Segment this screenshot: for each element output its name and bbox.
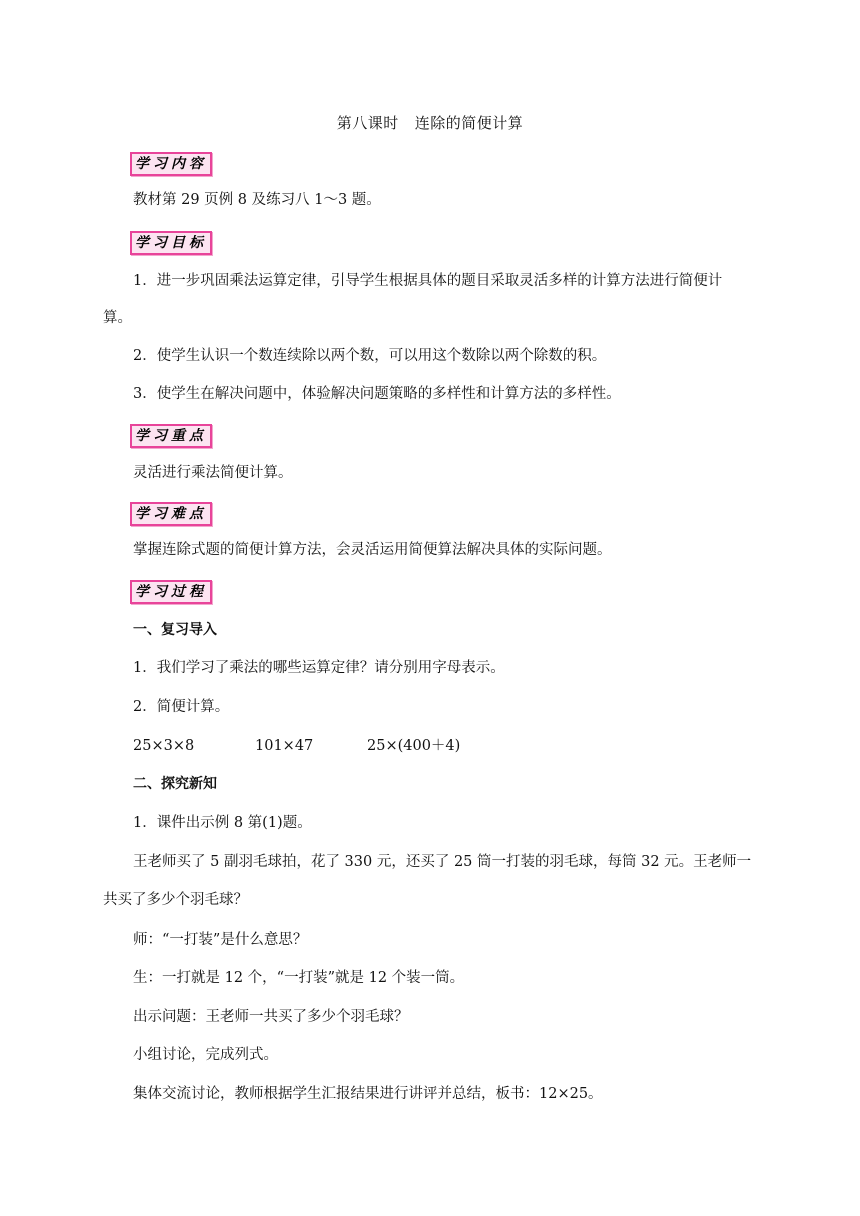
expression-3: 25×(400＋4) <box>367 738 461 754</box>
section-tag-difficulties: 学习难点 <box>130 502 212 526</box>
section-tag-objectives: 学习目标 <box>130 231 212 255</box>
difficulties-text: 掌握连除式题的简便计算方法，会灵活运用简便算法解决具体的实际问题。 <box>133 542 612 558</box>
objective-3: 3．使学生在解决问题中，体验解决问题策略的多样性和计算方法的多样性。 <box>133 386 621 402</box>
explore-heading: 二、探究新知 <box>133 776 217 792</box>
section-tag-content: 学习内容 <box>130 152 212 176</box>
lesson-title <box>0 112 860 133</box>
objective-1-line1: 1．进一步巩固乘法运算定律，引导学生根据具体的题目采取灵活多样的计算方法进行简便计 <box>133 273 723 289</box>
section-tag-process: 学习过程 <box>130 580 212 604</box>
objective-2: 2．使学生认识一个数连续除以两个数，可以用这个数除以两个除数的积。 <box>133 348 607 364</box>
review-heading: 一、复习导入 <box>133 622 217 638</box>
review-question-2: 2．简便计算。 <box>133 699 230 715</box>
summary-text: 集体交流讨论，教师根据学生汇报结果进行讲评并总结，板书：12×25。 <box>133 1086 603 1102</box>
lesson-number: 第八课时 <box>336 114 399 132</box>
expression-1: 25×3×8 <box>133 738 195 754</box>
section-tag-key-points: 学习重点 <box>130 424 212 448</box>
expression-2: 101×47 <box>255 738 314 754</box>
group-discussion: 小组讨论，完成列式。 <box>133 1047 278 1063</box>
key-points-text: 灵活进行乘法简便计算。 <box>133 465 293 481</box>
show-question: 出示问题：王老师一共买了多少个羽毛球？ <box>133 1009 409 1025</box>
review-expressions <box>133 736 460 756</box>
objective-1-line2: 算。 <box>103 310 132 326</box>
content-text: 教材第 29 页例 8 及练习八 1～3 题。 <box>133 192 381 208</box>
explore-item-1: 1．课件出示例 8 第(1)题。 <box>133 815 312 831</box>
review-question-1: 1．我们学习了乘法的哪些运算定律？请分别用字母表示。 <box>133 660 505 676</box>
teacher-question: 师：“一打装”是什么意思？ <box>133 932 308 948</box>
student-answer: 生：一打就是 12 个，“一打装”就是 12 个装一筒。 <box>133 970 465 986</box>
lesson-topic: 连除的简便计算 <box>414 114 524 132</box>
problem-line-1: 王老师买了 5 副羽毛球拍，花了 330 元，还买了 25 筒一打装的羽毛球，每筒 32 元。王老师一 <box>133 854 752 870</box>
problem-line-2: 共买了多少个羽毛球？ <box>103 892 248 908</box>
